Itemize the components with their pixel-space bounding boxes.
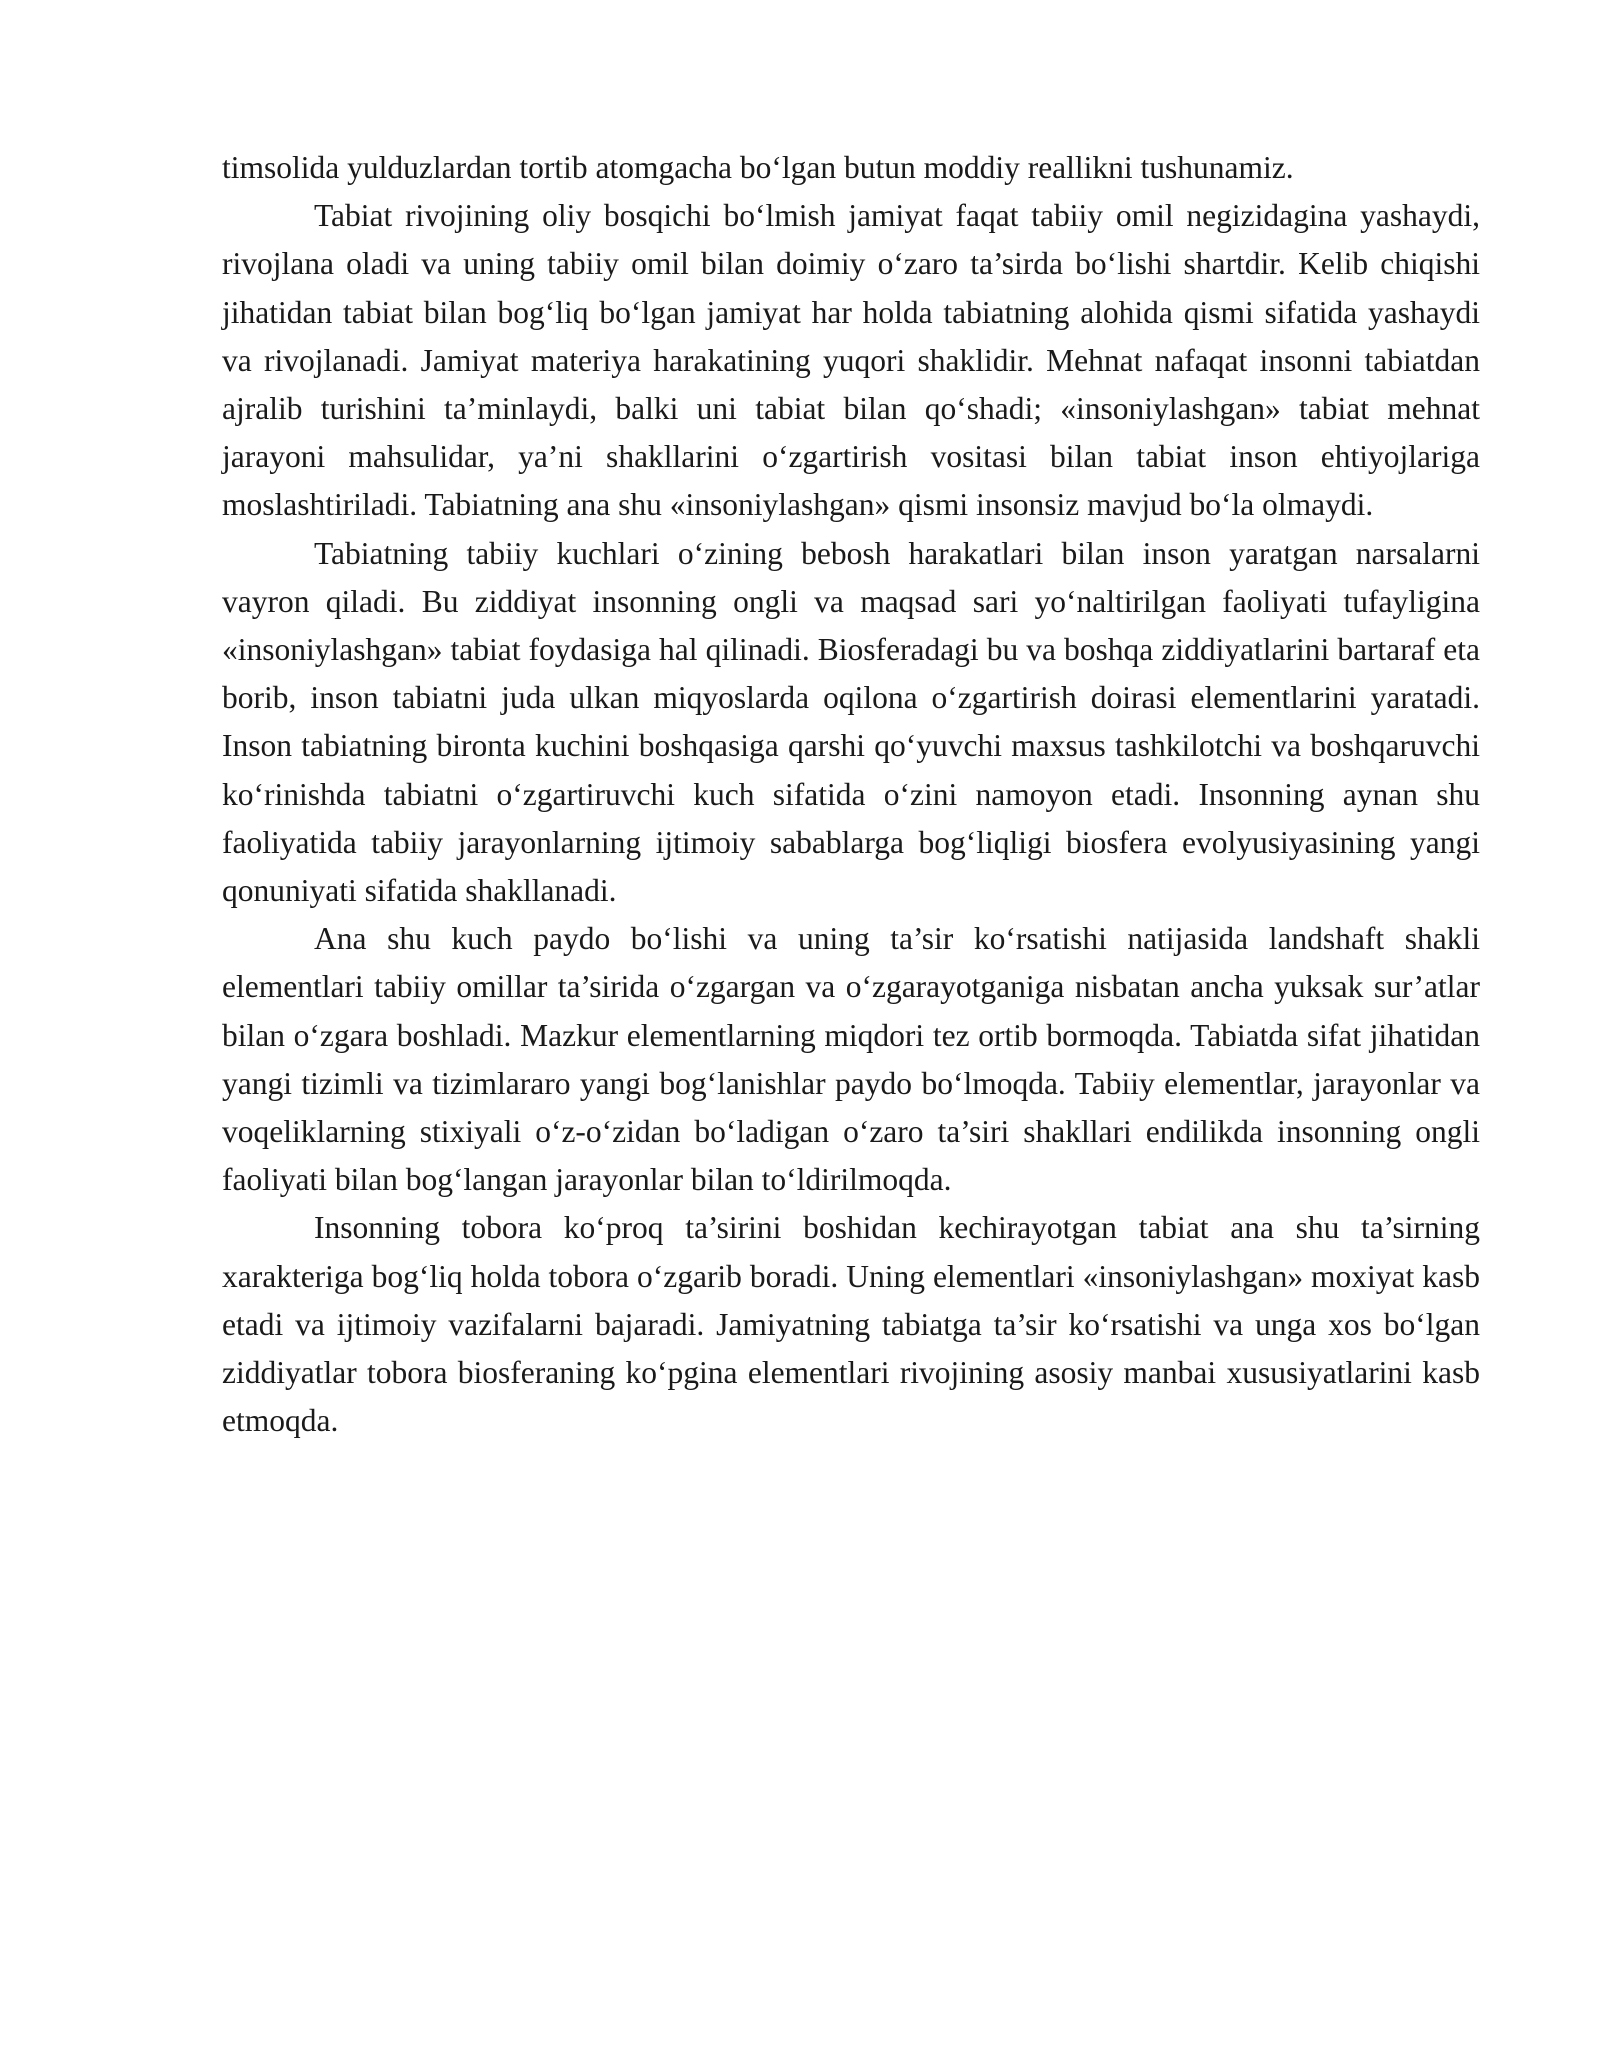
- paragraph-continuation: timsolida yulduzlardan tortib atomgacha bo‘lgan butun moddiy reallikni tushunamiz.: [222, 150, 1294, 185]
- paragraph: Tabiat rivojining oliy bosqichi bo‘lmish jamiyat faqat tabiiy omil negizidagina yashaydi, rivojlana oladi va uning tabiiy omil bilan doimiy o‘zaro ta’sirda bo‘lishi shartdir. Kelib chiqishi jihatidan tabiat bilan bog‘liq bo‘lgan jamiyat har holda tabiatning alohida qismi sifatida yashaydi va rivojlanadi. Jamiyat materiya harakatining yuqori shaklidir. Mehnat nafaqat insonni tabiatdan ajralib turishini ta’minlaydi, balki uni tabiat bilan qo‘shadi; «insoniylashgan» tabiat mehnat jarayoni mahsulidar, ya’ni shakllarini o‘zgartirish vositasi bilan tabiat inson ehtiyojlariga moslashtiriladi. Tabiatning ana shu «insoniylashgan» qismi insonsiz mavjud bo‘la olmaydi.: [222, 198, 1480, 523]
- paragraph: Tabiatning tabiiy kuchlari o‘zining bebosh harakatlari bilan inson yaratgan narsalarni vayron qiladi. Bu ziddiyat insonning ongli va maqsad sari yo‘naltirilgan faoliyati tufayligina «insoniylashgan» tabiat foydasiga hal qilinadi. Biosferadagi bu va boshqa ziddiyatlarini bartaraf eta borib, inson tabiatni juda ulkan miqyoslarda oqilona o‘zgartirish doirasi elementlarini yaratadi. Inson tabiatning bironta kuchini boshqasiga qarshi qo‘yuvchi maxsus tashkilotchi va boshqaruvchi ko‘rinishda tabiatni o‘zgartiruvchi kuch sifatida o‘zini namoyon etadi. Insonning aynan shu faoliyatida tabiiy jarayonlarning ijtimoiy sabablarga bog‘liqligi biosfera evolyusiyasining yangi qonuniyati sifatida shakllanadi.: [222, 535, 1480, 909]
- document-page: [222, 144, 1480, 1445]
- paragraph: Ana shu kuch paydo bo‘lishi va uning ta’sir ko‘rsatishi natijasida landshaft shakli elementlari tabiiy omillar ta’sirida o‘zgargan va o‘zgarayotganiga nisbatan ancha yuksak sur’atlar bilan o‘zgara boshladi. Mazkur elementlarning miqdori tez ortib bormoqda. Tabiatda sifat jihatidan yangi tizimli va tizimlararo yangi bog‘lanishlar paydo bo‘lmoqda. Tabiiy elementlar, jarayonlar va voqeliklarning stixiyali o‘z-o‘zidan bo‘ladigan o‘zaro ta’siri shakllari endilikda insonning ongli faoliyati bilan bog‘langan jarayonlar bilan to‘ldirilmoqda.: [222, 921, 1480, 1198]
- paragraph: Insonning tobora ko‘proq ta’sirini boshidan kechirayotgan tabiat ana shu ta’sirning xarakteriga bog‘liq holda tobora o‘zgarib boradi. Uning elementlari «insoniylashgan» moxiyat kasb etadi va ijtimoiy vazifalarni bajaradi. Jamiyatning tabiatga ta’sir ko‘rsatishi va unga xos bo‘lgan ziddiyatlar tobora biosferaning ko‘pgina elementlari rivojining asosiy manbai xususiyatlarini kasb etmoqda.: [222, 1210, 1480, 1439]
